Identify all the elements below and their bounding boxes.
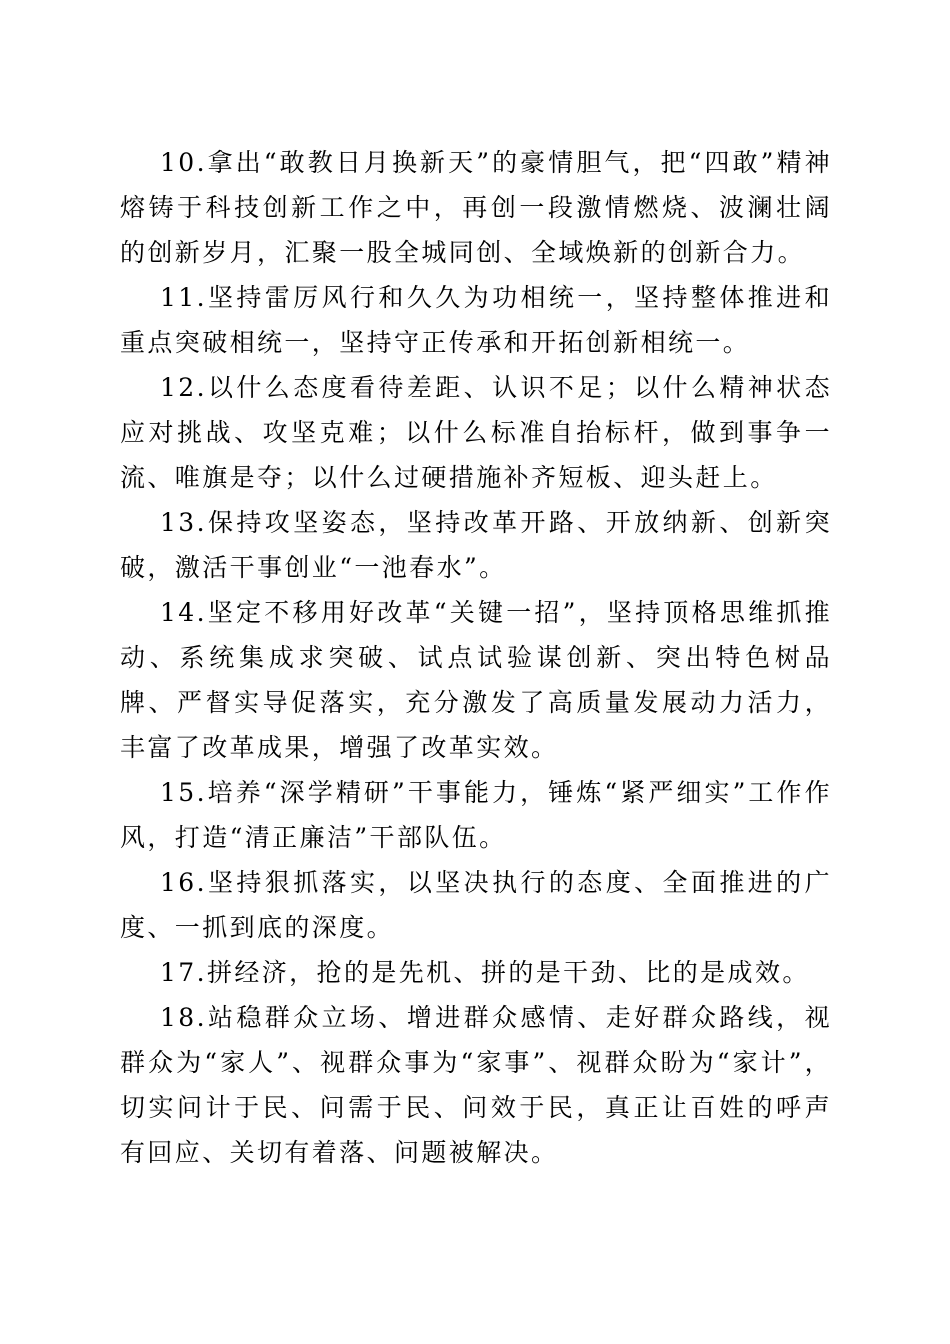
paragraph-10: 10.拿出“敢教日月换新天”的豪情胆气，把“四敢”精神熔铸于科技创新工作之中，再创一段激情燃烧、波澜壮阔的创新岁月，汇聚一股全城同创、全域焕新的创新合力。 xyxy=(120,148,832,267)
paragraph-13: 13.保持攻坚姿态，坚持改革开路、开放纳新、创新突破，激活干事创业“一池春水”。 xyxy=(120,508,832,582)
paragraph-16: 16.坚持狠抓落实，以坚决执行的态度、全面推进的广度、一抓到底的深度。 xyxy=(120,868,832,942)
paragraph-11: 11.坚持雷厉风行和久久为功相统一，坚持整体推进和重点突破相统一，坚持守正传承和开拓创新相统一。 xyxy=(120,283,832,357)
paragraph-18: 18.站稳群众立场、增进群众感情、走好群众路线，视群众为“家人”、视群众事为“家事”、视群众盼为“家计”，切实问计于民、问需于民、问效于民，真正让百姓的呼声有回应、关切有着落、问题被解决。 xyxy=(120,1003,832,1167)
paragraph-12: 12.以什么态度看待差距、认识不足；以什么精神状态应对挑战、攻坚克难；以什么标准自抬标杆，做到事争一流、唯旗是夺；以什么过硬措施补齐短板、迎头赶上。 xyxy=(120,373,832,492)
paragraph-15: 15.培养“深学精研”干事能力，锤炼“紧严细实”工作作风，打造“清正廉洁”干部队伍。 xyxy=(120,778,832,852)
paragraph-17: 17.拼经济，抢的是先机、拼的是干劲、比的是成效。 xyxy=(160,958,810,987)
paragraph-14: 14.坚定不移用好改革“关键一招”，坚持顶格思维抓推动、系统集成求突破、试点试验谋创新、突出特色树品牌、严督实导促落实，充分激发了高质量发展动力活力，丰富了改革成果，增强了改革实效。 xyxy=(120,598,832,762)
document-page xyxy=(120,140,832,1175)
